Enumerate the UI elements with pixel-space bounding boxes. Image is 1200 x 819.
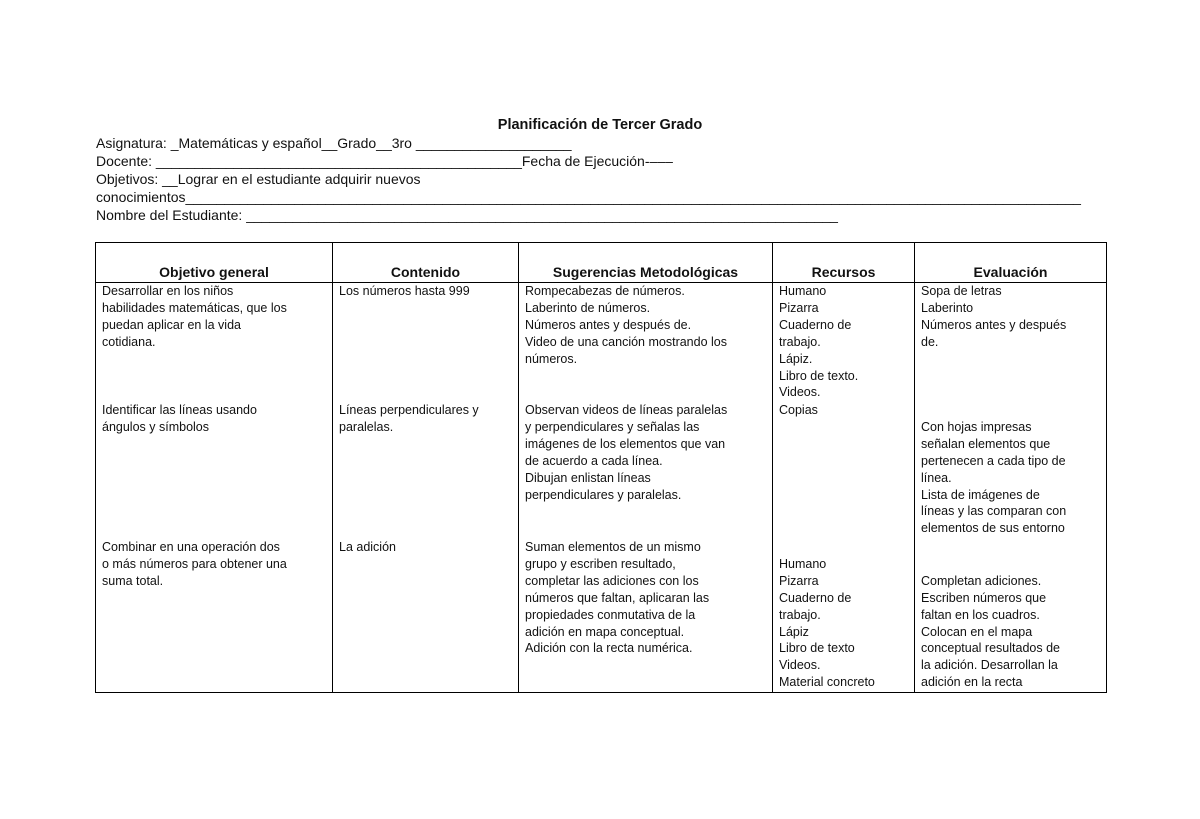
cell-text-line: Desarrollar en los niños	[102, 284, 234, 298]
cell-text-line: Cuaderno de	[779, 590, 852, 605]
cell-text-line: pertenecen a cada tipo de	[921, 453, 1066, 468]
cell-text-line: Los números hasta 999	[339, 284, 470, 298]
cell-text-line	[921, 556, 1102, 573]
cell-contenido	[333, 402, 519, 539]
cell-text-line: Líneas perpendiculares y	[339, 403, 479, 417]
cell-evaluacion	[915, 283, 1107, 403]
table-row	[96, 539, 1107, 693]
cell-text-line: Libro de texto	[779, 641, 855, 656]
cell-text-line: Adición con la recta numérica.	[525, 641, 693, 656]
cell-text-line: Videos.	[779, 385, 821, 400]
cell-evaluacion	[915, 539, 1107, 693]
header-contenido: Contenido	[333, 243, 519, 283]
cell-text-line: Laberinto de números.	[525, 300, 651, 315]
cell-text-line: Copias	[779, 403, 818, 417]
cell-text-line	[921, 402, 1102, 419]
cell-text-line: Combinar en una operación dos	[102, 540, 280, 554]
cell-text-line: números.	[525, 351, 578, 366]
cell-text-line: conceptual resultados de	[921, 641, 1060, 656]
cell-text-line: Números antes y después	[921, 317, 1067, 332]
cell-text-line: elementos de sus entorno	[921, 521, 1065, 536]
cell-text-line: imágenes de los elementos que van	[525, 436, 726, 451]
cell-text-line: perpendiculares y paralelas.	[525, 487, 682, 502]
cell-text-line: y perpendiculares y señalas las	[525, 419, 700, 434]
cell-text-line: Lápiz	[779, 624, 809, 639]
cell-text-line: grupo y escriben resultado,	[525, 556, 676, 571]
teacher-line: Docente: _______________________________________________Fecha de Ejecución-–––	[96, 153, 673, 169]
cell-text-line: línea.	[921, 470, 952, 485]
header-fields	[96, 134, 1106, 224]
cell-text-line	[779, 539, 910, 556]
cell-text-line: Libro de texto.	[779, 368, 859, 383]
cell-text-line: ángulos y símbolos	[102, 419, 210, 434]
cell-text-line: cotidiana.	[102, 334, 156, 349]
cell-text-line: Material concreto	[779, 675, 875, 690]
cell-text-line: Suman elementos de un mismo	[525, 540, 701, 554]
cell-text-line: la adición. Desarrollan la	[921, 658, 1058, 673]
cell-text-line	[921, 539, 1102, 556]
cell-text-line: Cuaderno de	[779, 317, 852, 332]
table-row	[96, 402, 1107, 539]
cell-text-line: Video de una canción mostrando los	[525, 334, 727, 349]
cell-text-line: de.	[921, 334, 939, 349]
planning-table	[95, 242, 1107, 693]
cell-text-line: propiedades conmutativa de la	[525, 607, 696, 622]
cell-text-line: paralelas.	[339, 419, 394, 434]
header-objetivo-general: Objetivo general	[96, 243, 333, 283]
cell-sugerencias	[519, 539, 773, 693]
cell-text-line: puedan aplicar en la vida	[102, 317, 241, 332]
cell-text-line: Laberinto	[921, 300, 974, 315]
cell-objetivo	[96, 539, 333, 693]
cell-text-line: Números antes y después de.	[525, 317, 692, 332]
cell-text-line: trabajo.	[779, 334, 821, 349]
cell-text-line: Identificar las líneas usando	[102, 403, 257, 417]
cell-text-line: de acuerdo a cada línea.	[525, 453, 663, 468]
cell-text-line: Lista de imágenes de	[921, 487, 1040, 502]
cell-contenido	[333, 539, 519, 693]
cell-text-line: Con hojas impresas	[921, 419, 1032, 434]
cell-text-line: Humano	[779, 284, 827, 298]
cell-text-line: Pizarra	[779, 573, 819, 588]
cell-text-line: números que faltan, aplicaran las	[525, 590, 710, 605]
header-recursos: Recursos	[773, 243, 915, 283]
cell-text-line: Completan adiciones.	[921, 573, 1042, 588]
cell-text-line: Rompecabezas de números.	[525, 284, 685, 298]
cell-text-line: o más números para obtener una	[102, 556, 287, 571]
cell-objetivo	[96, 402, 333, 539]
cell-recursos	[773, 283, 915, 403]
table-row	[96, 283, 1107, 403]
cell-objetivo	[96, 283, 333, 403]
cell-sugerencias	[519, 283, 773, 403]
cell-text-line: completar las adiciones con los	[525, 573, 699, 588]
cell-contenido	[333, 283, 519, 403]
cell-text-line: adición en la recta	[921, 675, 1023, 690]
cell-text-line: adición en mapa conceptual.	[525, 624, 685, 639]
cell-sugerencias	[519, 402, 773, 539]
cell-text-line: La adición	[339, 540, 396, 554]
cell-text-line: trabajo.	[779, 607, 821, 622]
document-title: Planificación de Tercer Grado	[497, 117, 703, 133]
cell-text-line: Colocan en el mapa	[921, 624, 1033, 639]
header-sugerencias: Sugerencias Metodológicas	[519, 243, 773, 283]
cell-text-line: Humano	[779, 556, 827, 571]
cell-evaluacion	[915, 402, 1107, 539]
header-evaluacion: Evaluación	[915, 243, 1107, 283]
objectives-line: Objetivos: __Lograr en el estudiante adquirir nuevos	[96, 171, 421, 187]
student-name-line: Nombre del Estudiante: ____________________________________________________________________________	[96, 207, 838, 223]
cell-text-line: Videos.	[779, 658, 821, 673]
cell-text-line: Observan videos de líneas paralelas	[525, 403, 728, 417]
cell-text-line: Pizarra	[779, 300, 819, 315]
cell-text-line: señalan elementos que	[921, 436, 1051, 451]
cell-text-line: Dibujan enlistan líneas	[525, 470, 651, 485]
cell-text-line: habilidades matemáticas, que los	[102, 300, 287, 315]
objectives-continuation-line: conocimientos___________________________________________________________________________________________________________________	[96, 189, 1081, 205]
cell-text-line: faltan en los cuadros.	[921, 607, 1040, 622]
subject-line: Asignatura: _Matemáticas y español__Grado__3ro ____________________	[96, 135, 572, 151]
cell-recursos	[773, 402, 915, 539]
cell-text-line: líneas y las comparan con	[921, 504, 1067, 519]
cell-recursos	[773, 539, 915, 693]
cell-text-line: Escriben números que	[921, 590, 1047, 605]
table-header-row	[96, 243, 1107, 283]
cell-text-line: suma total.	[102, 573, 164, 588]
cell-text-line: Lápiz.	[779, 351, 813, 366]
cell-text-line: Sopa de letras	[921, 284, 1002, 298]
